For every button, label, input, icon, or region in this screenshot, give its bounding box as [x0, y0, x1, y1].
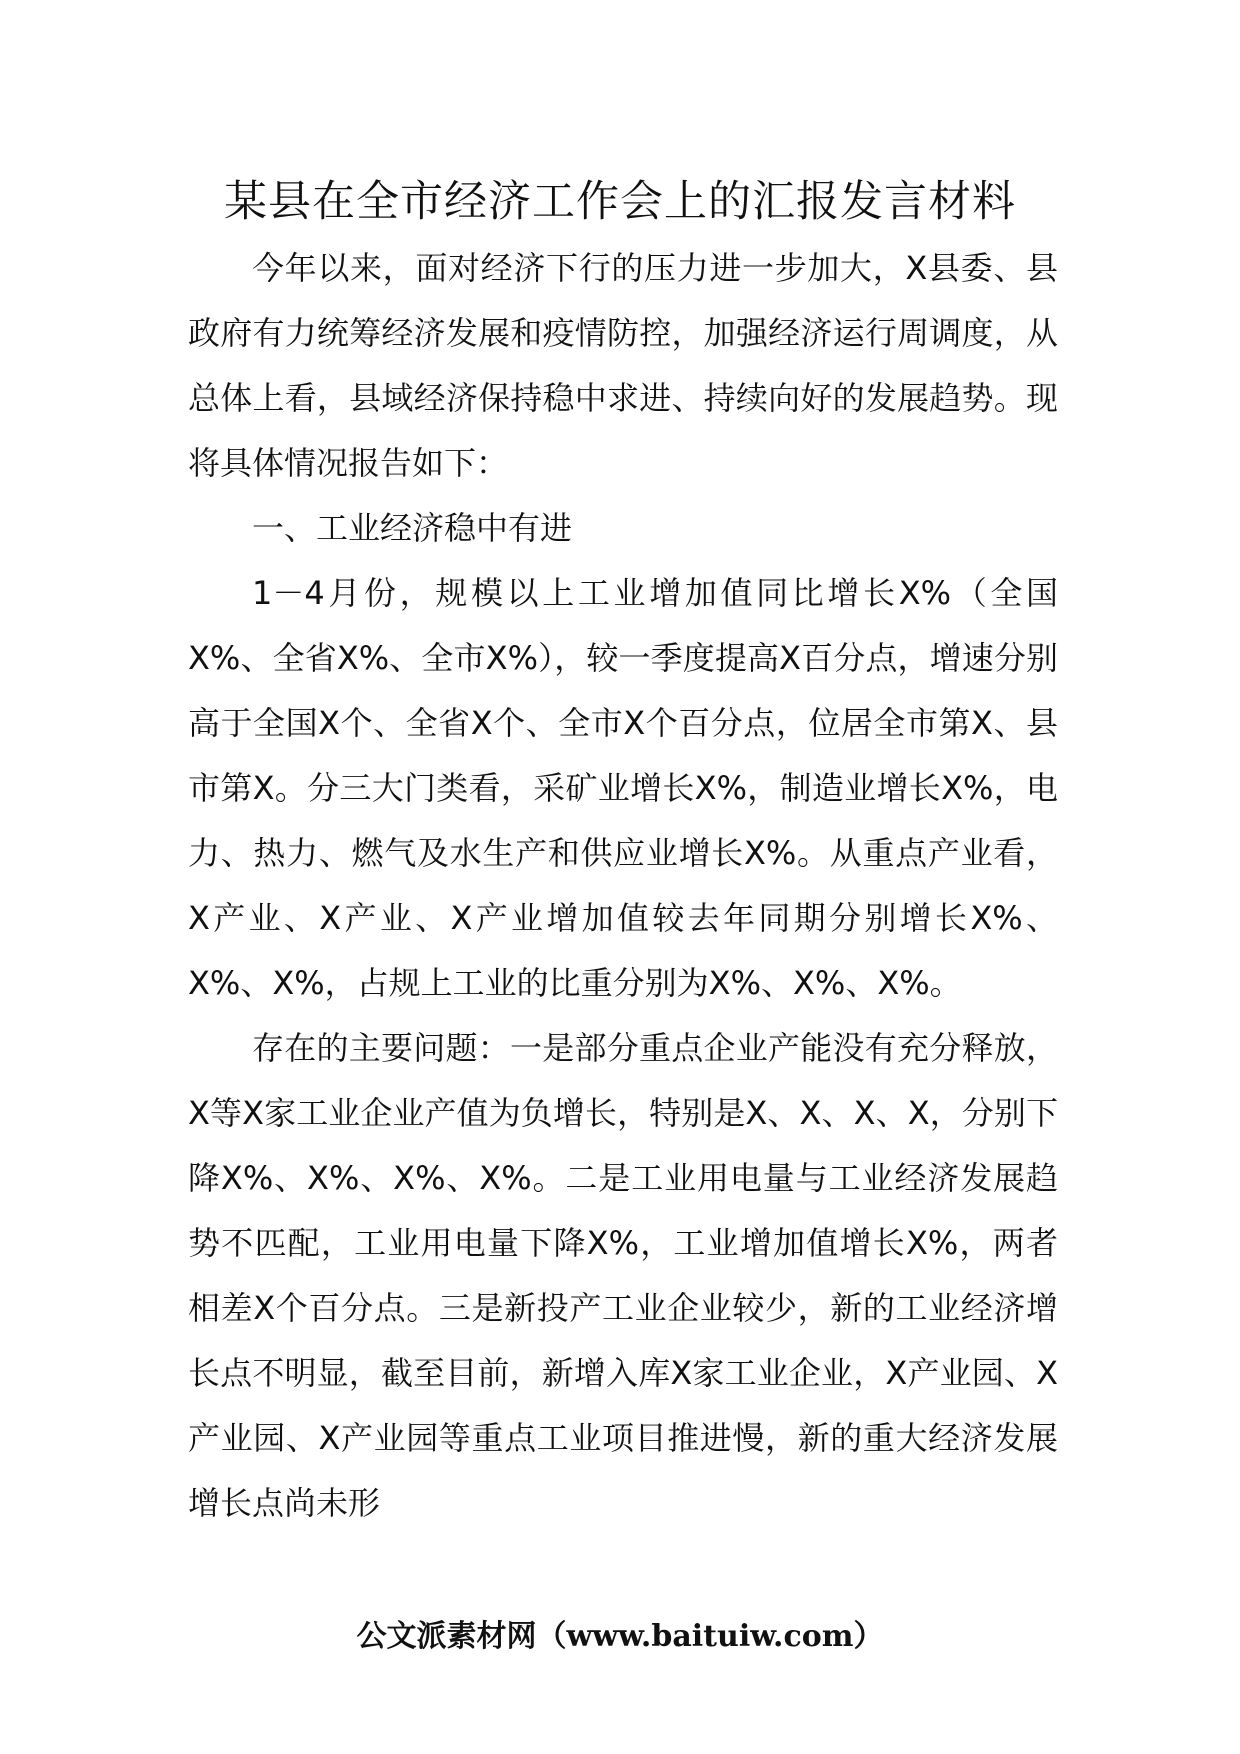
paragraph-industry-growth: 1－4月份，规模以上工业增加值同比增长X%（全国X%、全省X%、全市X%），较一季度提高X百分点，增速分别高于全国X个、全省X个、全市X个百分点，位居全市第X、县市第X。分三大门类看，采矿业增长X%，制造业增长X%，电力、热力、燃气及水生产和供应业增长X%。从重点产业看，X产业、X产业、X产业增加值较去年同期分别增长X%、X%、X%，占规上工业的比重分别为X%、X%、X%。	[188, 574, 1058, 1002]
document-body	[188, 236, 1058, 1536]
section-heading: 一、工业经济稳中有进	[252, 509, 573, 547]
footer-watermark: 公文派素材网（www.baituiw.com）	[356, 1619, 884, 1654]
document-title: 某县在全市经济工作会上的汇报发言材料	[224, 177, 1016, 227]
paragraph-main-problems: 存在的主要问题：一是部分重点企业产能没有充分释放，X等X家工业企业产值为负增长，特别是X、X、X、X，分别下降X%、X%、X%、X%。二是工业用电量与工业经济发展趋势不匹配，工业用电量下降X%，工业增加值增长X%，两者相差X个百分点。三是新投产工业企业较少，新的工业经济增长点不明显，截至目前，新增入库X家工业企业，X产业园、X产业园、X产业园等重点工业项目推进慢，新的重大经济发展增长点尚未形	[188, 1029, 1058, 1522]
paragraph-intro: 今年以来，面对经济下行的压力进一步加大，X县委、县政府有力统筹经济发展和疫情防控，加强经济运行周调度，从总体上看，县域经济保持稳中求进、持续向好的发展趋势。现将具体情况报告如下：	[188, 249, 1058, 482]
